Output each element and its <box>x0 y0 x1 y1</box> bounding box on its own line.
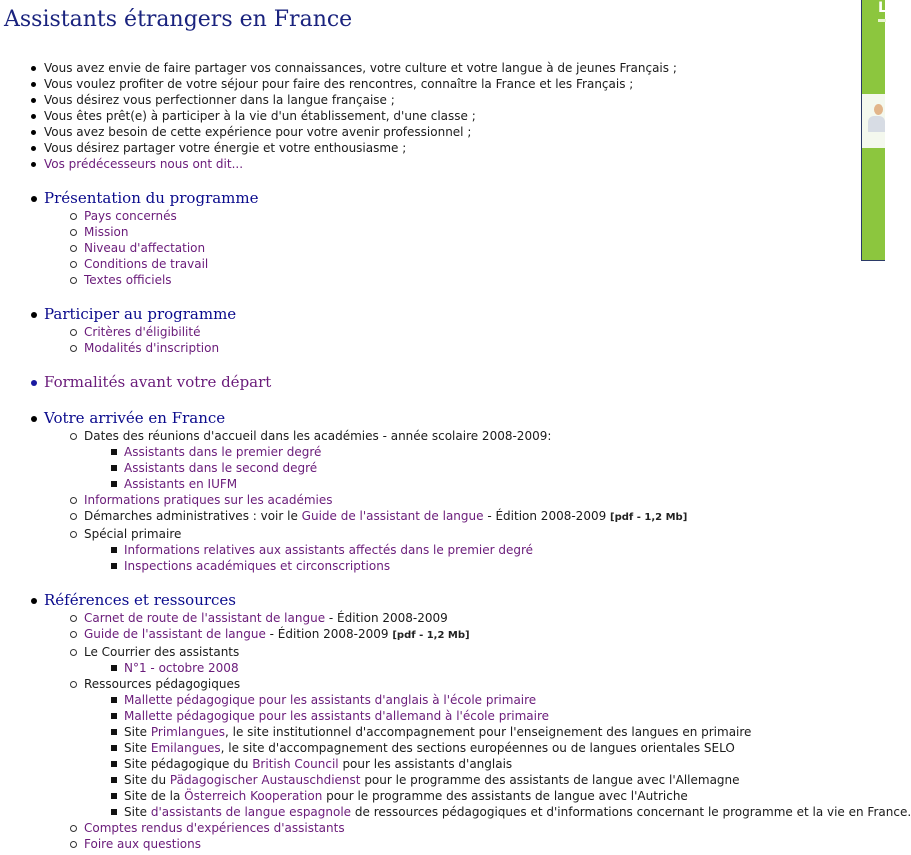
spacer <box>0 356 860 372</box>
infos-academies-link[interactable]: Informations pratiques sur les académies <box>84 493 333 507</box>
participer-heading-link[interactable]: Participer au programme <box>44 305 237 323</box>
intro-text: Vous êtes prêt(e) à participer à la vie d'un établissement, d'une classe ; <box>44 109 476 123</box>
primlangues-suffix: , le site institutionnel d'accompagnement pour l'enseignement des langues en primaire <box>225 725 752 739</box>
intro-item <box>0 124 860 140</box>
list-item <box>44 208 860 224</box>
section-arrivee <box>0 408 860 574</box>
iufm-link[interactable]: Assistants en IUFM <box>124 477 238 491</box>
list-item <box>84 708 860 724</box>
predecessors-link[interactable]: Vos prédécesseurs nous ont dit... <box>44 157 244 171</box>
list-item <box>84 660 860 676</box>
list-item <box>44 224 860 240</box>
intro-text: Vous désirez partager votre énergie et votre enthousiasme ; <box>44 141 407 155</box>
list-item <box>44 428 860 492</box>
list-item <box>84 788 860 804</box>
banner-subtitle-mark <box>878 19 886 22</box>
references-sublist <box>44 610 911 852</box>
section-participer <box>0 304 860 356</box>
courrier-sublist <box>84 660 860 676</box>
spacer <box>0 574 860 590</box>
courrier-issue-link[interactable]: N°1 - octobre 2008 <box>124 661 239 675</box>
intro-item <box>0 92 860 108</box>
references-heading-link[interactable]: Références et ressources <box>44 591 237 609</box>
oek-suffix: pour le programme des assistants de langue avec l'Autriche <box>322 789 688 803</box>
list-item <box>84 444 860 460</box>
pad-link[interactable]: Pädagogischer Austauschdienst <box>169 773 361 787</box>
list-item <box>84 724 860 740</box>
intro-item <box>0 60 860 76</box>
pdf-size-badge: [pdf - 1,2 Mb] <box>610 512 688 523</box>
niveau-link[interactable]: Niveau d'affectation <box>84 241 206 255</box>
ressources-label: Ressources pédagogiques <box>84 677 241 691</box>
list-item <box>44 676 911 820</box>
list-item <box>44 324 860 340</box>
list-item <box>84 476 860 492</box>
list-item <box>44 526 860 574</box>
criteres-link[interactable]: Critères d'éligibilité <box>84 325 201 339</box>
list-item <box>44 240 860 256</box>
demarches-prefix: Démarches administratives : voir le <box>84 509 302 523</box>
list-item <box>44 610 860 626</box>
conditions-link[interactable]: Conditions de travail <box>84 257 209 271</box>
dates-label: Dates des réunions d'accueil dans les académies - année scolaire 2008-2009: <box>84 429 552 443</box>
second-degre-link[interactable]: Assistants dans le second degré <box>124 461 318 475</box>
guide-assistant-link[interactable]: Guide de l'assistant de langue <box>301 509 484 523</box>
mallette-anglais-link[interactable]: Mallette pédagogique pour les assistants d'anglais à l'école primaire <box>124 693 537 707</box>
spacer <box>0 288 860 304</box>
list-item <box>44 836 860 852</box>
formalites-heading-link[interactable]: Formalités avant votre départ <box>44 373 272 391</box>
list-item <box>84 692 860 708</box>
british-prefix: Site pédagogique du <box>124 757 253 771</box>
intro-item <box>0 156 860 172</box>
oek-link[interactable]: Österreich Kooperation <box>184 789 323 803</box>
list-item <box>84 772 860 788</box>
emilangues-link[interactable]: Emilangues <box>150 741 221 755</box>
emilangues-suffix: , le site d'accompagnement des sections européennes ou de langues orientales SELO <box>220 741 735 755</box>
banner-letter: L <box>878 0 887 16</box>
list-item <box>44 508 860 526</box>
special-primaire-label: Spécial primaire <box>84 527 182 541</box>
page-title: Assistants étrangers en France <box>4 7 353 32</box>
arrivee-sublist <box>44 428 860 574</box>
textes-link[interactable]: Textes officiels <box>84 273 172 287</box>
primlangues-prefix: Site <box>124 725 151 739</box>
dates-sublist <box>84 444 860 492</box>
pays-link[interactable]: Pays concernés <box>84 209 177 223</box>
list-item <box>84 542 860 558</box>
pad-suffix: pour le programme des assistants de langue avec l'Allemagne <box>360 773 740 787</box>
intro-item <box>0 76 860 92</box>
intro-item <box>0 108 860 124</box>
list-item <box>44 644 860 676</box>
intro-text: Vous avez besoin de cette expérience pour votre avenir professionnel ; <box>44 125 472 139</box>
spacer <box>0 392 860 408</box>
courrier-label: Le Courrier des assistants <box>84 645 240 659</box>
list-item <box>84 460 860 476</box>
list-item <box>84 558 860 574</box>
list-item <box>44 492 860 508</box>
infos-premier-degre-link[interactable]: Informations relatives aux assistants affectés dans le premier degré <box>124 543 534 557</box>
intro-text: Vous désirez vous perfectionner dans la langue française ; <box>44 93 395 107</box>
pad-prefix: Site du <box>124 773 170 787</box>
presentation-heading-link[interactable]: Présentation du programme <box>44 189 259 207</box>
espagnol-link[interactable]: d'assistants de langue espagnole <box>150 805 352 819</box>
emilangues-prefix: Site <box>124 741 151 755</box>
side-banner[interactable] <box>861 0 885 261</box>
arrivee-heading-link[interactable]: Votre arrivée en France <box>44 409 226 427</box>
demarches-suffix: - Édition 2008-2009 <box>483 509 611 523</box>
guide-suffix: - Édition 2008-2009 <box>265 627 393 641</box>
person-photo-icon <box>874 104 883 115</box>
guide-link[interactable]: Guide de l'assistant de langue <box>84 627 266 641</box>
british-suffix: pour les assistants d'anglais <box>338 757 513 771</box>
intro-item <box>0 140 860 156</box>
list-item <box>44 820 860 836</box>
content-list <box>0 60 911 852</box>
list-item <box>44 272 860 288</box>
mission-link[interactable]: Mission <box>84 225 129 239</box>
presentation-sublist <box>44 208 860 288</box>
intro-text: Vous voulez profiter de votre séjour pour faire des rencontres, connaître la France et les Français ; <box>44 77 634 91</box>
ressources-sublist <box>84 692 911 820</box>
list-item <box>44 256 860 272</box>
participer-sublist <box>44 324 860 356</box>
pdf-size-badge: [pdf - 1,2 Mb] <box>392 630 470 641</box>
comptes-rendus-link[interactable]: Comptes rendus d'expériences d'assistants <box>84 821 345 835</box>
primlangues-link[interactable]: Primlangues <box>150 725 225 739</box>
section-references <box>0 590 911 852</box>
esp-prefix: Site <box>124 805 151 819</box>
list-item <box>84 804 911 820</box>
inspections-link[interactable]: Inspections académiques et circonscriptions <box>124 559 391 573</box>
intro-text: Vous avez envie de faire partager vos connaissances, votre culture et votre langue à de jeunes Français ; <box>44 61 677 75</box>
premier-degre-link[interactable]: Assistants dans le premier degré <box>124 445 322 459</box>
carnet-route-link[interactable]: Carnet de route de l'assistant de langue <box>84 611 326 625</box>
person-photo-body <box>868 116 885 132</box>
oek-prefix: Site de la <box>124 789 185 803</box>
carnet-suffix: - Édition 2008-2009 <box>325 611 448 625</box>
list-item <box>44 626 860 644</box>
modalites-link[interactable]: Modalités d'inscription <box>84 341 220 355</box>
section-formalites <box>0 372 860 392</box>
esp-suffix: de ressources pédagogiques et d'informations concernant le programme et la vie en France. <box>351 805 911 819</box>
list-item <box>44 340 860 356</box>
section-presentation <box>0 188 860 288</box>
spacer <box>0 172 860 188</box>
faq-link[interactable]: Foire aux questions <box>84 837 201 851</box>
list-item <box>84 756 860 772</box>
special-sublist <box>84 542 860 574</box>
banner-photo <box>862 94 885 148</box>
list-item <box>84 740 860 756</box>
mallette-allemand-link[interactable]: Mallette pédagogique pour les assistants d'allemand à l'école primaire <box>124 709 550 723</box>
british-council-link[interactable]: British Council <box>252 757 339 771</box>
